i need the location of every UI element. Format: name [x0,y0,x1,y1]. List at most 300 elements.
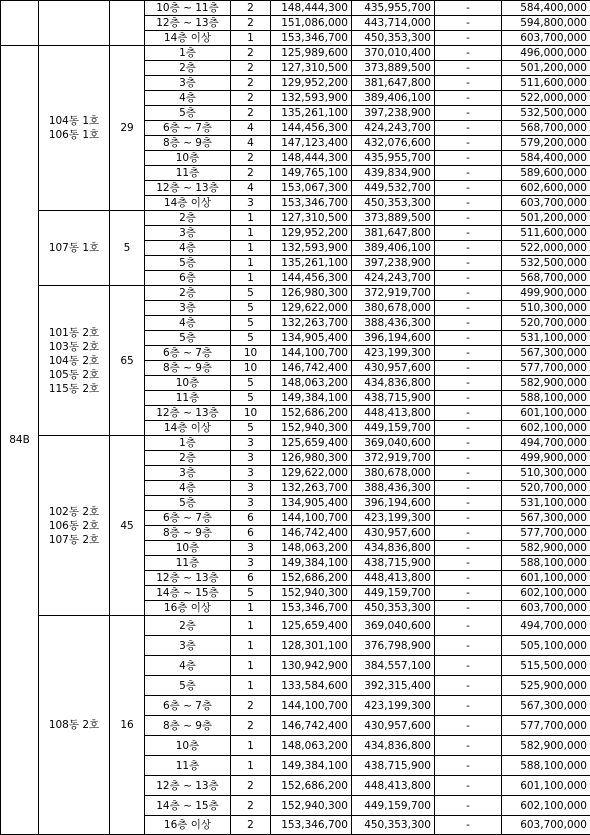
unit-cell [39,616,110,835]
housing-type-cell [1,1,39,46]
building-price-cell: 448,413,800 [352,571,435,586]
building-price-cell: 435,955,700 [352,1,435,16]
total-price-cell: 531,100,000 [502,331,590,346]
option-price-cell: - [435,616,502,636]
land-price-cell: 135,261,100 [271,256,352,271]
option-price-cell: - [435,181,502,196]
floor-cell: 11층 [145,756,231,776]
household-count-cell: 10 [231,361,271,376]
total-price-cell: 582,900,000 [502,541,590,556]
building-price-cell: 380,678,000 [352,466,435,481]
household-count-cell: 4 [231,136,271,151]
building-price-cell: 443,714,000 [352,16,435,31]
floor-cell: 5층 [145,676,231,696]
household-count-cell: 1 [231,756,271,776]
building-price-cell: 369,040,600 [352,616,435,636]
building-price-cell: 439,834,900 [352,166,435,181]
building-price-cell: 450,353,300 [352,601,435,616]
table-row [1,616,590,636]
unit-cell [39,211,110,286]
household-count-cell: 2 [231,106,271,121]
total-price-cell: 499,900,000 [502,286,590,301]
land-price-cell: 135,261,100 [271,106,352,121]
floor-cell: 11층 [145,391,231,406]
building-price-cell: 438,715,900 [352,556,435,571]
household-count-cell: 3 [231,541,271,556]
total-price-cell: 602,600,000 [502,181,590,196]
total-price-cell: 531,100,000 [502,496,590,511]
floor-cell: 16층 이상 [145,816,231,835]
building-price-cell: 381,647,800 [352,226,435,241]
option-price-cell: - [435,346,502,361]
option-price-cell: - [435,376,502,391]
option-price-cell: - [435,91,502,106]
land-price-cell: 152,686,200 [271,776,352,796]
building-price-cell: 397,238,900 [352,256,435,271]
land-price-cell: 152,686,200 [271,571,352,586]
total-price-cell: 601,100,000 [502,776,590,796]
building-price-cell: 373,889,500 [352,211,435,226]
total-price-cell: 602,100,000 [502,421,590,436]
floor-cell: 3층 [145,636,231,656]
option-price-cell: - [435,736,502,756]
land-price-cell: 125,659,400 [271,436,352,451]
floor-cell: 2층 [145,286,231,301]
household-count-cell: 5 [231,316,271,331]
household-count-cell: 4 [231,121,271,136]
land-price-cell: 125,659,400 [271,616,352,636]
unit-count-cell: 65 [110,286,145,436]
floor-cell: 10층 [145,151,231,166]
unit-label: 101동 2호 [42,326,106,340]
land-price-cell: 129,622,000 [271,301,352,316]
unit-label: 115동 2호 [42,382,106,396]
floor-cell: 14층 이상 [145,196,231,211]
total-price-cell: 511,600,000 [502,226,590,241]
floor-cell: 5층 [145,331,231,346]
household-count-cell: 1 [231,31,271,46]
household-count-cell: 1 [231,226,271,241]
land-price-cell: 127,310,500 [271,211,352,226]
land-price-cell: 153,346,700 [271,196,352,211]
total-price-cell: 567,300,000 [502,346,590,361]
household-count-cell: 3 [231,496,271,511]
land-price-cell: 148,063,200 [271,376,352,391]
land-price-cell: 153,067,300 [271,181,352,196]
option-price-cell: - [435,286,502,301]
total-price-cell: 532,500,000 [502,106,590,121]
building-price-cell: 430,957,600 [352,526,435,541]
land-price-cell: 153,346,700 [271,816,352,835]
option-price-cell: - [435,816,502,835]
total-price-cell: 522,000,000 [502,91,590,106]
floor-cell: 10층 ~ 11층 [145,1,231,16]
floor-cell: 4층 [145,316,231,331]
floor-cell: 6층 [145,271,231,286]
land-price-cell: 127,310,500 [271,61,352,76]
floor-cell: 10층 [145,541,231,556]
option-price-cell: - [435,61,502,76]
land-price-cell: 134,905,400 [271,331,352,346]
option-price-cell: - [435,16,502,31]
floor-cell: 2층 [145,61,231,76]
option-price-cell: - [435,676,502,696]
total-price-cell: 602,100,000 [502,586,590,601]
household-count-cell: 3 [231,451,271,466]
land-price-cell: 151,086,000 [271,16,352,31]
option-price-cell: - [435,301,502,316]
total-price-cell: 588,100,000 [502,756,590,776]
unit-count-cell: 16 [110,616,145,835]
floor-cell: 12층 ~ 13층 [145,776,231,796]
floor-cell: 12층 ~ 13층 [145,406,231,421]
price-table-body [1,1,590,835]
land-price-cell: 147,123,400 [271,136,352,151]
total-price-cell: 496,000,000 [502,46,590,61]
household-count-cell: 2 [231,91,271,106]
option-price-cell: - [435,466,502,481]
household-count-cell: 2 [231,1,271,16]
floor-cell: 1층 [145,46,231,61]
option-price-cell: - [435,481,502,496]
floor-cell: 6층 ~ 7층 [145,511,231,526]
option-price-cell: - [435,121,502,136]
building-price-cell: 380,678,000 [352,301,435,316]
floor-cell: 3층 [145,301,231,316]
household-count-cell: 3 [231,196,271,211]
table-row [1,436,590,451]
household-count-cell: 2 [231,16,271,31]
unit-label: 102동 2호 [42,505,106,519]
household-count-cell: 1 [231,636,271,656]
total-price-cell: 577,700,000 [502,361,590,376]
option-price-cell: - [435,421,502,436]
floor-cell: 11층 [145,556,231,571]
unit-label: 105동 2호 [42,368,106,382]
unit-cell [39,286,110,436]
household-count-cell: 2 [231,796,271,816]
household-count-cell: 1 [231,256,271,271]
land-price-cell: 152,686,200 [271,406,352,421]
building-price-cell: 435,955,700 [352,151,435,166]
floor-cell: 14층 ~ 15층 [145,586,231,601]
option-price-cell: - [435,696,502,716]
total-price-cell: 594,800,000 [502,16,590,31]
land-price-cell: 149,384,100 [271,556,352,571]
option-price-cell: - [435,106,502,121]
unit-label: 104동 2호 [42,354,106,368]
total-price-cell: 577,700,000 [502,526,590,541]
land-price-cell: 132,263,700 [271,316,352,331]
floor-cell: 2층 [145,451,231,466]
building-price-cell: 434,836,800 [352,736,435,756]
total-price-cell: 499,900,000 [502,451,590,466]
floor-cell: 6층 ~ 7층 [145,346,231,361]
total-price-cell: 520,700,000 [502,316,590,331]
land-price-cell: 144,456,300 [271,271,352,286]
building-price-cell: 449,159,700 [352,586,435,601]
option-price-cell: - [435,541,502,556]
building-price-cell: 396,194,600 [352,331,435,346]
household-count-cell: 1 [231,736,271,756]
building-price-cell: 373,889,500 [352,61,435,76]
floor-cell: 10층 [145,736,231,756]
land-price-cell: 146,742,400 [271,716,352,736]
household-count-cell: 10 [231,346,271,361]
floor-cell: 1층 [145,436,231,451]
total-price-cell: 601,100,000 [502,406,590,421]
unit-cell [39,436,110,616]
unit-label: 103동 2호 [42,340,106,354]
floor-cell: 3층 [145,226,231,241]
household-count-cell: 2 [231,76,271,91]
option-price-cell: - [435,756,502,776]
household-count-cell: 5 [231,421,271,436]
land-price-cell: 149,384,100 [271,756,352,776]
option-price-cell: - [435,226,502,241]
total-price-cell: 568,700,000 [502,271,590,286]
floor-cell: 5층 [145,106,231,121]
total-price-cell: 494,700,000 [502,436,590,451]
building-price-cell: 450,353,300 [352,196,435,211]
option-price-cell: - [435,526,502,541]
unit-count-cell: 5 [110,211,145,286]
total-price-cell: 603,700,000 [502,601,590,616]
land-price-cell: 125,989,600 [271,46,352,61]
floor-cell: 14층 이상 [145,31,231,46]
floor-cell: 11층 [145,166,231,181]
land-price-cell: 129,622,000 [271,466,352,481]
floor-cell: 4층 [145,656,231,676]
floor-cell: 4층 [145,91,231,106]
household-count-cell: 2 [231,166,271,181]
total-price-cell: 602,100,000 [502,796,590,816]
household-count-cell: 2 [231,46,271,61]
building-price-cell: 448,413,800 [352,406,435,421]
building-price-cell: 423,199,300 [352,696,435,716]
land-price-cell: 132,593,900 [271,241,352,256]
unit-label: 107동 1호 [42,241,106,255]
floor-cell: 14층 ~ 15층 [145,796,231,816]
building-price-cell: 434,836,800 [352,376,435,391]
floor-cell: 3층 [145,76,231,91]
building-price-cell: 388,436,300 [352,481,435,496]
total-price-cell: 515,500,000 [502,656,590,676]
land-price-cell: 144,100,700 [271,346,352,361]
household-count-cell: 5 [231,586,271,601]
building-price-cell: 389,406,100 [352,91,435,106]
household-count-cell: 1 [231,271,271,286]
option-price-cell: - [435,636,502,656]
option-price-cell: - [435,256,502,271]
total-price-cell: 505,100,000 [502,636,590,656]
table-row [1,286,590,301]
land-price-cell: 132,263,700 [271,481,352,496]
land-price-cell: 152,940,300 [271,421,352,436]
option-price-cell: - [435,571,502,586]
household-count-cell: 10 [231,406,271,421]
building-price-cell: 449,532,700 [352,181,435,196]
building-price-cell: 423,199,300 [352,346,435,361]
option-price-cell: - [435,271,502,286]
total-price-cell: 494,700,000 [502,616,590,636]
building-price-cell: 372,919,700 [352,451,435,466]
building-price-cell: 438,715,900 [352,391,435,406]
land-price-cell: 148,063,200 [271,541,352,556]
floor-cell: 14층 이상 [145,421,231,436]
total-price-cell: 584,400,000 [502,151,590,166]
unit-count-cell [110,1,145,46]
floor-cell: 8층 ~ 9층 [145,361,231,376]
unit-label: 108동 2호 [42,718,106,732]
building-price-cell: 449,159,700 [352,421,435,436]
floor-cell: 16층 이상 [145,601,231,616]
floor-cell: 2층 [145,211,231,226]
option-price-cell: - [435,451,502,466]
building-price-cell: 438,715,900 [352,756,435,776]
total-price-cell: 584,400,000 [502,1,590,16]
floor-cell: 6층 ~ 7층 [145,696,231,716]
household-count-cell: 4 [231,181,271,196]
land-price-cell: 153,346,700 [271,31,352,46]
land-price-cell: 144,100,700 [271,696,352,716]
option-price-cell: - [435,31,502,46]
household-count-cell: 2 [231,151,271,166]
land-price-cell: 152,940,300 [271,796,352,816]
household-count-cell: 2 [231,816,271,835]
land-price-cell: 144,100,700 [271,511,352,526]
total-price-cell: 577,700,000 [502,716,590,736]
land-price-cell: 126,980,300 [271,286,352,301]
unit-label: 106동 1호 [42,128,106,142]
option-price-cell: - [435,211,502,226]
household-count-cell: 3 [231,481,271,496]
land-price-cell: 148,444,300 [271,1,352,16]
building-price-cell: 450,353,300 [352,816,435,835]
building-price-cell: 449,159,700 [352,796,435,816]
total-price-cell: 603,700,000 [502,31,590,46]
land-price-cell: 133,584,600 [271,676,352,696]
floor-cell: 2층 [145,616,231,636]
building-price-cell: 389,406,100 [352,241,435,256]
land-price-cell: 146,742,400 [271,361,352,376]
option-price-cell: - [435,46,502,61]
option-price-cell: - [435,166,502,181]
building-price-cell: 388,436,300 [352,316,435,331]
total-price-cell: 568,700,000 [502,121,590,136]
floor-cell: 8층 ~ 9층 [145,526,231,541]
building-price-cell: 430,957,600 [352,716,435,736]
building-price-cell: 384,557,100 [352,656,435,676]
unit-label: 107동 2호 [42,533,106,547]
household-count-cell: 2 [231,696,271,716]
land-price-cell: 128,301,100 [271,636,352,656]
floor-cell: 3층 [145,466,231,481]
total-price-cell: 510,300,000 [502,466,590,481]
unit-label: 106동 2호 [42,519,106,533]
land-price-cell: 126,980,300 [271,451,352,466]
option-price-cell: - [435,136,502,151]
building-price-cell: 396,194,600 [352,496,435,511]
option-price-cell: - [435,151,502,166]
building-price-cell: 434,836,800 [352,541,435,556]
total-price-cell: 579,200,000 [502,136,590,151]
unit-cell [39,1,110,46]
building-price-cell: 392,315,400 [352,676,435,696]
household-count-cell: 5 [231,331,271,346]
building-price-cell: 432,076,600 [352,136,435,151]
building-price-cell: 448,413,800 [352,776,435,796]
unit-count-cell: 45 [110,436,145,616]
option-price-cell: - [435,196,502,211]
option-price-cell: - [435,1,502,16]
option-price-cell: - [435,361,502,376]
household-count-cell: 1 [231,211,271,226]
household-count-cell: 5 [231,286,271,301]
unit-count-cell: 29 [110,46,145,211]
building-price-cell: 372,919,700 [352,286,435,301]
building-price-cell: 370,010,400 [352,46,435,61]
household-count-cell: 1 [231,656,271,676]
floor-cell: 4층 [145,241,231,256]
total-price-cell: 511,600,000 [502,76,590,91]
floor-cell: 5층 [145,256,231,271]
option-price-cell: - [435,241,502,256]
housing-type-cell: 84B [1,46,39,835]
total-price-cell: 525,900,000 [502,676,590,696]
land-price-cell: 148,444,300 [271,151,352,166]
total-price-cell: 522,000,000 [502,241,590,256]
land-price-cell: 129,952,200 [271,226,352,241]
building-price-cell: 381,647,800 [352,76,435,91]
land-price-cell: 144,456,300 [271,121,352,136]
household-count-cell: 1 [231,241,271,256]
total-price-cell: 588,100,000 [502,556,590,571]
option-price-cell: - [435,406,502,421]
floor-cell: 8층 ~ 9층 [145,716,231,736]
household-count-cell: 6 [231,571,271,586]
option-price-cell: - [435,656,502,676]
option-price-cell: - [435,601,502,616]
floor-cell: 12층 ~ 13층 [145,16,231,31]
building-price-cell: 423,199,300 [352,511,435,526]
option-price-cell: - [435,391,502,406]
floor-cell: 8층 ~ 9층 [145,136,231,151]
option-price-cell: - [435,511,502,526]
option-price-cell: - [435,796,502,816]
household-count-cell: 6 [231,526,271,541]
floor-cell: 10층 [145,376,231,391]
household-count-cell: 3 [231,466,271,481]
total-price-cell: 520,700,000 [502,481,590,496]
household-count-cell: 5 [231,376,271,391]
option-price-cell: - [435,331,502,346]
building-price-cell: 450,353,300 [352,31,435,46]
total-price-cell: 501,200,000 [502,61,590,76]
total-price-cell: 501,200,000 [502,211,590,226]
option-price-cell: - [435,586,502,601]
building-price-cell: 376,798,900 [352,636,435,656]
land-price-cell: 129,952,200 [271,76,352,91]
option-price-cell: - [435,496,502,511]
floor-cell: 4층 [145,481,231,496]
household-count-cell: 2 [231,776,271,796]
household-count-cell: 5 [231,301,271,316]
option-price-cell: - [435,76,502,91]
total-price-cell: 589,600,000 [502,166,590,181]
household-count-cell: 1 [231,601,271,616]
option-price-cell: - [435,716,502,736]
